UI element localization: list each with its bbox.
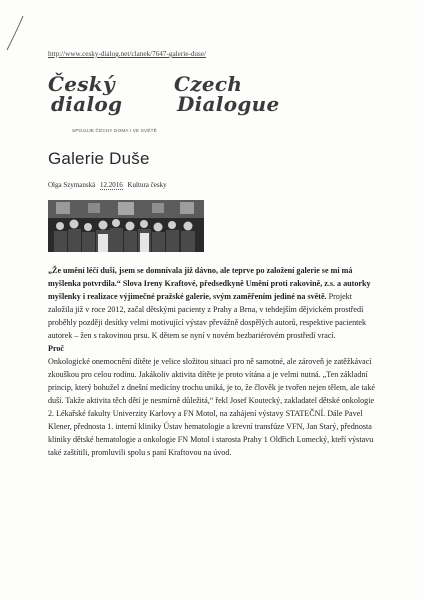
source-url[interactable]: http://www.cesky-dialog.net/clanek/7647-galerie-duse/	[48, 50, 207, 58]
article-byline	[48, 181, 167, 189]
article-category: Kultura česky	[127, 181, 167, 189]
lead-paragraph	[48, 264, 378, 342]
logo-czech-name: Český dialog	[48, 72, 123, 116]
lead-quote: „Že umění léčí duši, jsem se domnívala již dávno, ale teprve po založení galerie se mi má myšlenka potvrdila.“ Slova Ireny Kraftové, předsedkyně Umění proti rakovině, z.s. a autorky myšlenky i realizace výjimečné pražské galerie, svým zaměřením jediné na světě.	[48, 266, 371, 301]
lead-text: Projekt založila již v roce 2012, začal dětskými pacienty z Prahy a Brna, v tehdejším dějvickém prostředí proběhly později desítky velmi motivující výstav převážně dospělých autorů, respektive pacientek autorek – žen s rakovinou prsu. K dětem se nyní v novém bezbariérovém prostředí vrací.	[48, 292, 367, 340]
logo-english-name: Czech Dialogue	[174, 72, 280, 116]
article-date: 12.2016	[100, 181, 123, 189]
gallery-photo	[48, 200, 204, 252]
pen-stroke-mark	[4, 14, 26, 52]
section-paragraph: Onkologické onemocnění dítěte je velice složitou situací pro ně samotné, ale zároveň je zatěžkávací zkouškou pro celou rodinu. Jakákoliv aktivita dítěte je proto vítána a je velmi nutná. „Ten základní princip, který bohužel z dnešní medicíny trochu uniká, je to, že člověk je tvořen nejen tělem, ale také duší. Takže aktivita těch dětí je nesmírně důležitá,“ řekl Josef Koutecký, zakladatel dětské onkologie 2. Lékařské fakulty Univerzity Karlovy a FN Motol, na zahájení výstavy STATEČNÍ. Dále Pavel Klener, přednosta 1. interní kliniky Ústav hematologie a krevní transfúze VFN, Jan Starý, přednosta kliniky dětské hematologie a onkologie FN Motol i starosta Prahy 1 Oldřich Lomecký, kteří výstavu také zaštítili, promluvili spolu s paní Kraftovou na úvod.	[48, 357, 376, 457]
site-logo	[46, 74, 306, 136]
section-heading: Proč	[48, 344, 65, 353]
logo-tagline: SPOJUJE ČECHY DOMA I VE SVĚTĚ	[72, 128, 157, 133]
article-title: Galerie Duše	[48, 149, 150, 168]
author-name: Olga Szymanská	[48, 181, 96, 189]
article-body	[48, 264, 378, 459]
